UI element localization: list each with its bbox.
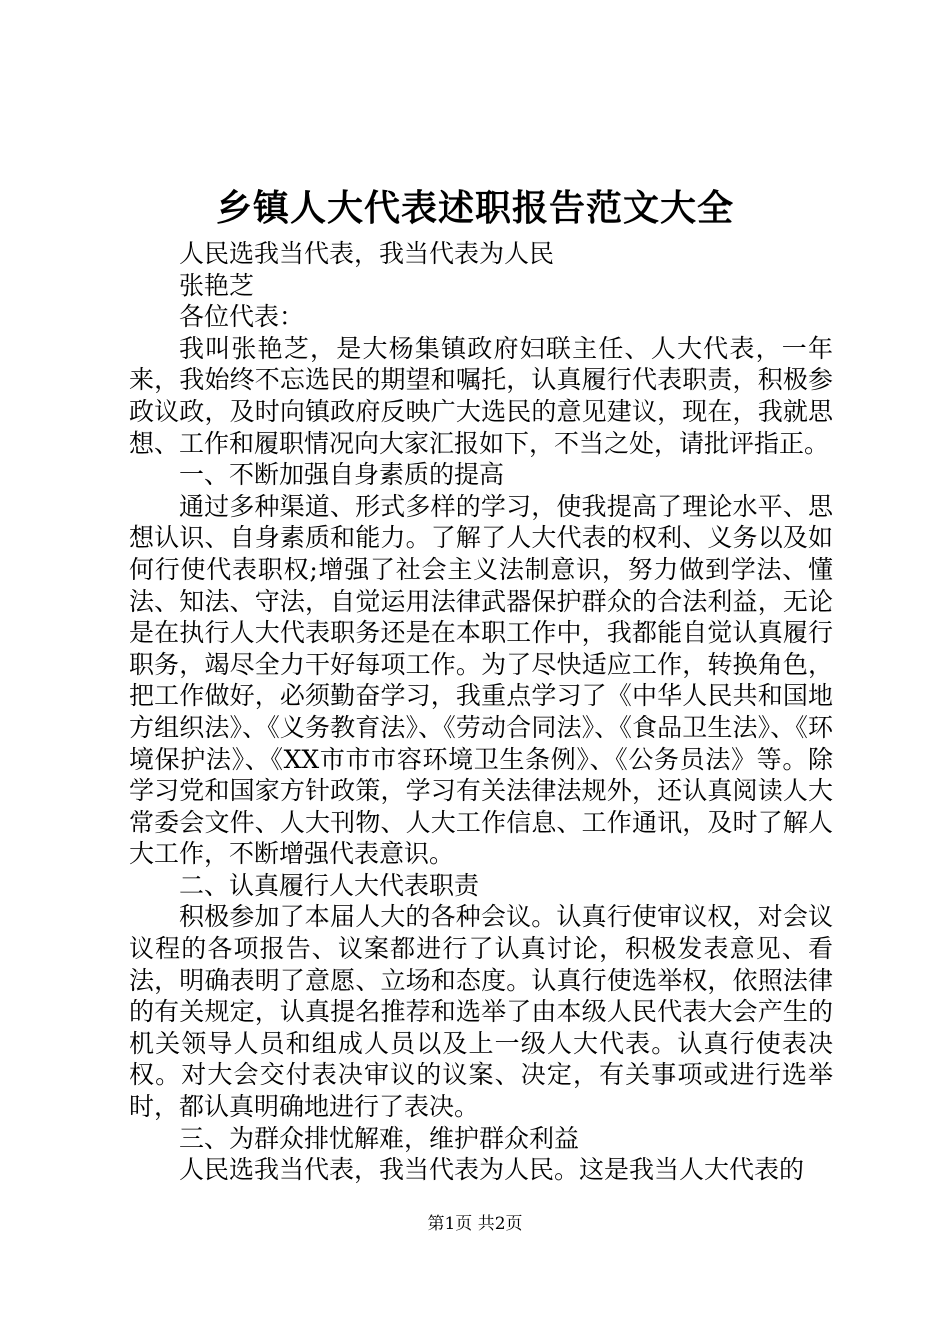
- paragraph-author: 张艳芝: [179, 270, 255, 300]
- paragraph-section-3: 人民选我当代表，我当代表为人民。这是我当人大代表的: [179, 1155, 805, 1185]
- section-heading-3: 三、为群众排忧解难，维护群众利益: [179, 1123, 580, 1153]
- page-footer: 第1页 共2页: [427, 1214, 523, 1234]
- paragraph-intro: 我叫张艳芝，是大杨集镇政府妇联主任、人大代表，一年来，我始终不忘选民的期望和嘱托，认真履行代表职责，积极参政议政，及时向镇政府反映广大选民的意见建议，现在，我就思想、工作和履职情况向大家汇报如下，不当之处，请批评指正。: [129, 333, 833, 458]
- paragraph-salutation: 各位代表：: [179, 302, 305, 332]
- paragraph-section-1: 通过多种渠道、形式多样的学习，使我提高了理论水平、思想认识、自身素质和能力。了解了人大代表的权利、义务以及如何行使代表职权;增强了社会主义法制意识，努力做到学法、懂法、知法、守法，自觉运用法律武器保护群众的合法利益，无论是在执行人大代表职务还是在本职工作中，我都能自觉认真履行职务，竭尽全力干好每项工作。为了尽快适应工作，转换角色，把工作做好，必须勤奋学习，我重点学习了《中华人民共和国地方组织法》、《义务教育法》、《劳动合同法》、《食品卫生法》、《环境保护法》、《XX市市市容环境卫生条例》、《公务员法》等。除学习党和国家方针政策，学习有关法律法规外，还认真阅读人大常委会文件、人大刊物、人大工作信息、工作通讯，及时了解人大工作，不断增强代表意识。: [129, 491, 833, 869]
- section-heading-1: 一、不断加强自身素质的提高: [179, 460, 505, 490]
- page-title: 乡镇人大代表述职报告范文大全: [215, 187, 734, 229]
- document-body: [129, 238, 833, 1186]
- paragraph-section-2: 积极参加了本届人大的各种会议。认真行使审议权，对会议议程的各项报告、议案都进行了认真讨论，积极发表意见、看法，明确表明了意愿、立场和态度。认真行使选举权，依照法律的有关规定，认真提名推荐和选举了由本级人民代表大会产生的机关领导人员和组成人员以及上一级人大代表。认真行使表决权。对大会交付表决审议的议案、决定，有关事项或进行选举时，都认真明确地进行了表决。: [129, 902, 833, 1122]
- paragraph-subtitle: 人民选我当代表，我当代表为人民: [179, 239, 555, 268]
- section-heading-2: 二、认真履行人大代表职责: [179, 870, 480, 900]
